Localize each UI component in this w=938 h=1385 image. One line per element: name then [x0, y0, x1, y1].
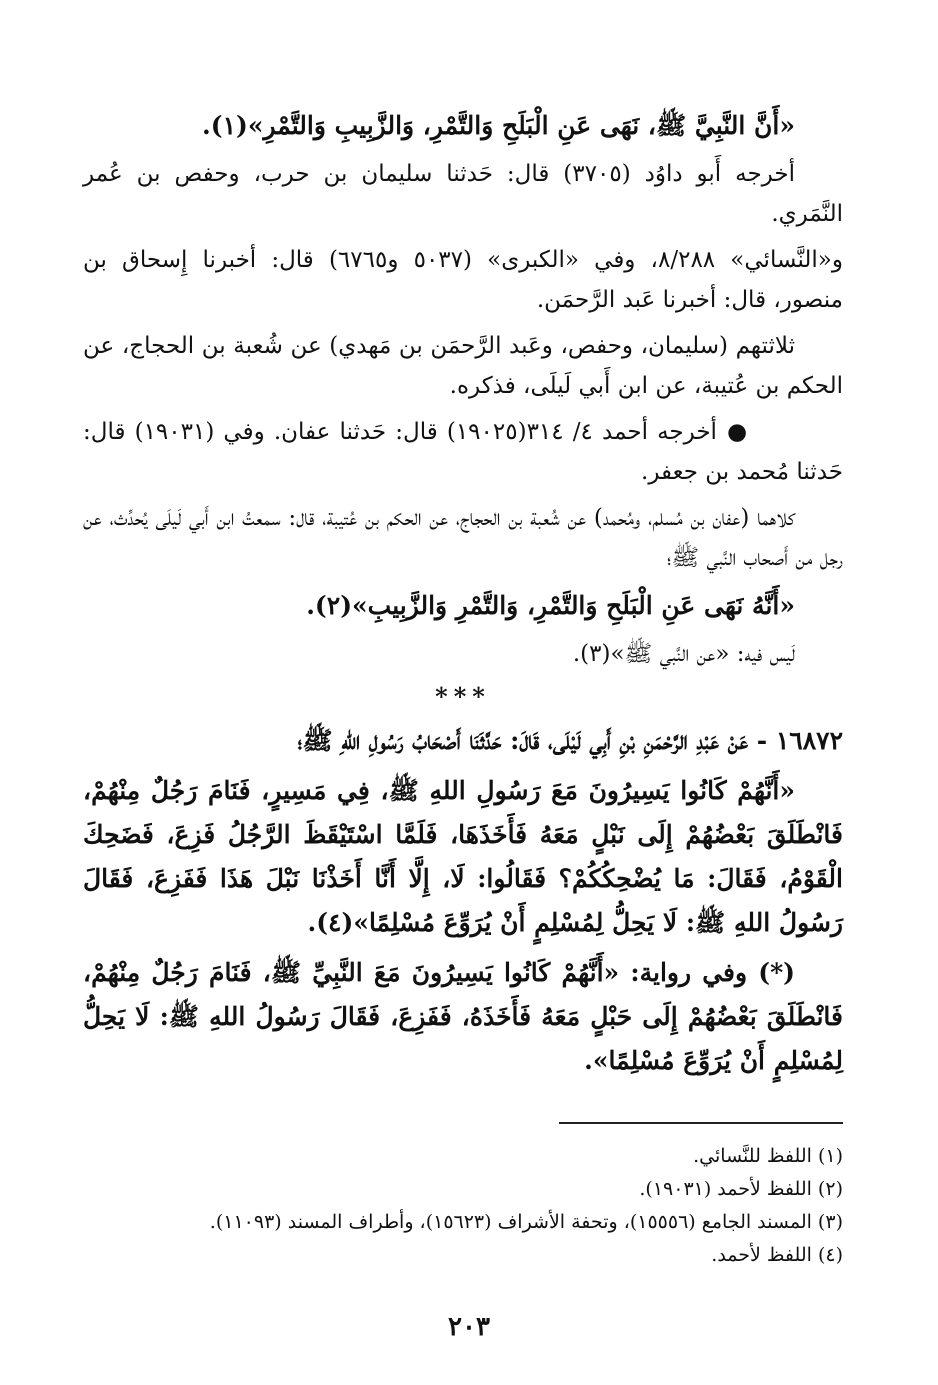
footnote-4: (٤) اللفظ لأحمد.: [711, 1244, 843, 1266]
isnad-paragraph-1: ثلاثتهم (سليمان، وحفص، وعَبد الرَّحمَن بن مَهدي) عن شُعبة بن الحجاج، عن الحكم بن عُتيبة، عن ابن أَبي لَيلَى، فذكره.: [83, 333, 843, 399]
takhrij-ahmad-text: أخرجه أحمد ٤/ ٣١٤(١٩٠٢٥) قال: حَدثنا عفان. وفي (١٩٠٣١) قال: حَدثنا مُحمد بن جعفر.: [83, 419, 843, 485]
main-text: [83, 104, 843, 1089]
hadith-text-3: «أَنَّهُمْ كَانُوا يَسِيرُونَ مَعَ رَسُولِ اللهِ ﷺ، فِي مَسِيرٍ، فَنَامَ رَجُلٌ مِنْهُمْ، فَانْطَلَقَ بَعْضُهُمْ إِلَى نَبْلٍ مَعَهُ فَأَخَذَهَا، فَلَمَّا اسْتَيْقَظَ الرَّجُلُ فَزِعَ، فَضَحِكَ الْقَوْمُ، فَقَالَ: مَا يُضْحِكُكُمْ؟ فَقَالُوا: لَا، إِلَّا أَنَّا أَخَذْنَا نَبْلَ هَذَا فَفَزِعَ، فَقَالَ رَسُولُ اللهِ ﷺ: لَا يَحِلُّ لِمُسْلِمٍ أَنْ يُرَوِّعَ مُسْلِمًا»(٤).: [83, 776, 843, 937]
section-separator: ***: [435, 682, 491, 711]
page-number: ٢٠٣: [448, 1312, 490, 1342]
note-paragraph: لَيس فيه: «عن النَّبي ﷺ»(٣).: [572, 641, 795, 667]
hadith-text-1: «أَنَّ النَّبِيَّ ﷺ، نَهَى عَنِ الْبَلَحِ وَالتَّمْرِ، وَالزَّبِيبِ وَالتَّمْرِ»(١).: [202, 111, 795, 140]
footnote-1: (١) اللفظ للنَّسائي.: [693, 1145, 843, 1167]
footnote-2: (٢) اللفظ لأحمد (١٩٠٣١).: [639, 1178, 843, 1200]
hadith-text-2: «أَنَّهُ نَهَى عَنِ الْبَلَحِ وَالتَّمْرِ، وَالتَّمْرِ وَالزَّبِيبِ»(٢).: [306, 591, 795, 620]
footnote-divider: [559, 1122, 843, 1124]
takhrij-paragraph-ahmad: [83, 412, 843, 492]
takhrij-paragraph-nasai: و«النَّسائي» ٨/٢٨٨، وفي «الكبرى» (٥٠٣٧ و٦٧٦٥) قال: أخبرنا إِسحاق بن منصور، قال: أخبرنا عَبد الرَّحمَن.: [83, 247, 843, 313]
takhrij-paragraph-abu-dawud: أخرجه أَبو داوُد (٣٧٠٥) قال: حَدثنا سليمان بن حرب، وحفص بن عُمر النَّمَري.: [83, 161, 843, 227]
hadith-variant: (*) وفي رواية: «أَنَّهُمْ كَانُوا يَسِيرُونَ مَعَ النَّبِيِّ ﷺ، فَنَامَ رَجُلٌ مِنْهُمْ، فَانْطَلَقَ بَعْضُهُمْ إِلَى حَبْلٍ مَعَهُ فَأَخَذَهُ، فَفَزِعَ، فَقَالَ رَسُولُ اللهِ ﷺ: لَا يَحِلُّ لِمُسْلِمٍ أَنْ يُرَوِّعَ مُسْلِمًا».: [83, 958, 843, 1075]
footnotes: [83, 1140, 843, 1272]
bullet-icon: ●: [726, 419, 748, 445]
footnote-3: (٣) المسند الجامع (١٥٥٥٦)، وتحفة الأشراف (١٥٦٢٣)، وأطراف المسند (١١٠٩٣).: [209, 1211, 843, 1233]
hadith-heading-16872: ١٦٨٧٢ - عَنْ عَبْدِ الرَّحْمَنِ بْنِ أَبِي لَيْلَى، قَالَ: حَدَّثَنَا أَصْحَابُ رَسُولِ اللهِ ﷺ؛: [297, 726, 843, 755]
isnad-paragraph-2: كلاهما (عفان بن مُسلم، ومُحمد) عن شُعبة بن الحجاج، عن الحكم بن عُتيبة، قال: سمعتُ ابن أَبي لَيلَى يُحدِّث، عن رجل من أَصحاب النَّبي ﷺ؛: [83, 505, 843, 571]
